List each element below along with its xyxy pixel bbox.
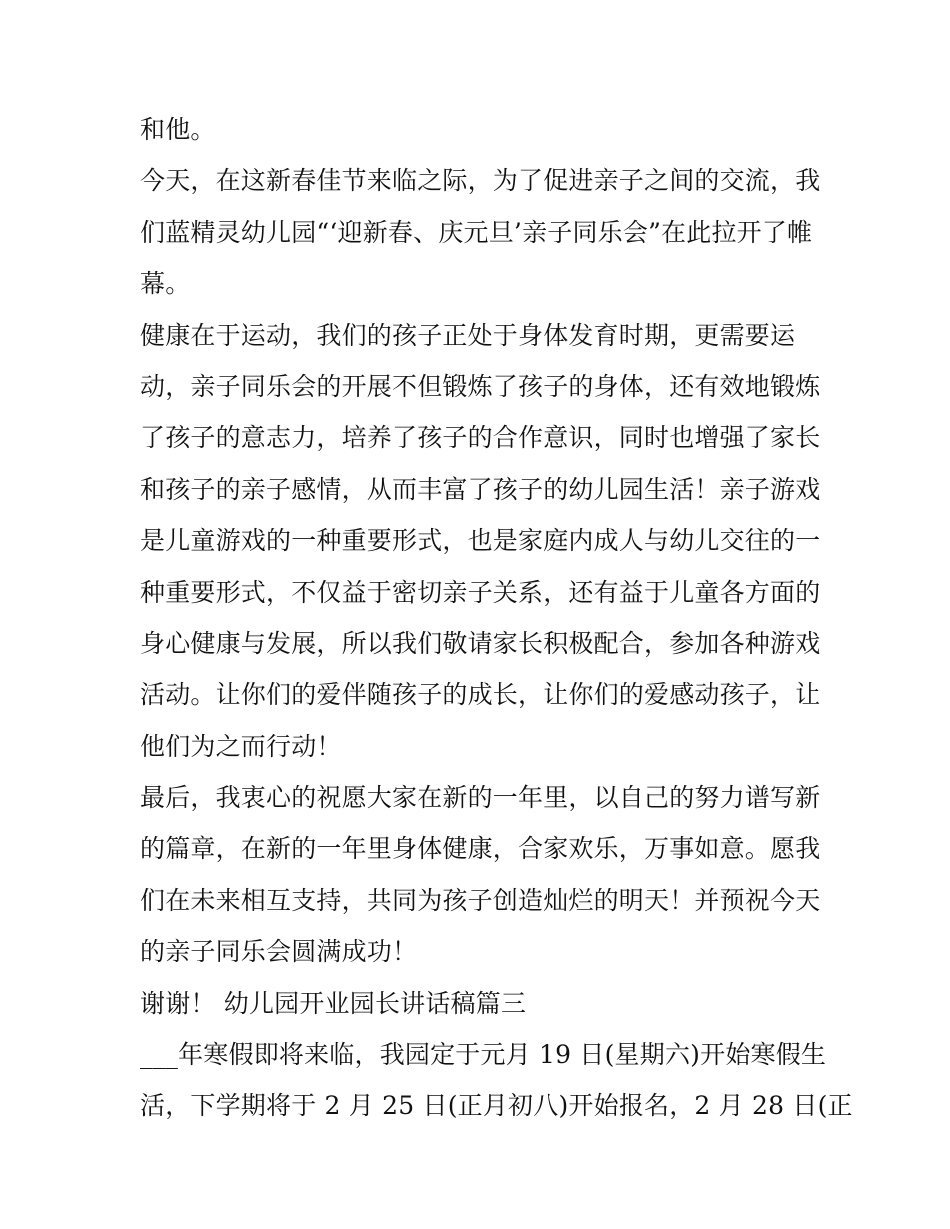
text-line: 健康在于运动，我们的孩子正处于身体发育时期，更需要运 (140, 320, 796, 350)
text-line: 身心健康与发展，所以我们敬请家长积极配合，参加各种游戏 (140, 628, 821, 658)
text-line: 的篇章，在新的一年里身体健康，合家欢乐，万事如意。愿我 (140, 834, 821, 864)
text-line: 种重要形式，不仅益于密切亲子关系，还有益于儿童各方面的 (140, 577, 821, 607)
text-line: 他们为之而行动！ (140, 731, 342, 761)
text-line: ___年寒假即将来临，我园定于元月 19 日(星期六)开始寒假生 (140, 1040, 827, 1070)
text-line: 的亲子同乐会圆满成功！ (140, 937, 418, 967)
text-line: 和他。 (140, 115, 216, 144)
text-line: 幕。 (140, 269, 191, 299)
text-line: 动，亲子同乐会的开展不但锻炼了孩子的身体，还有效地锻炼 (140, 371, 821, 401)
text-line: 了孩子的意志力，培养了孩子的合作意识，同时也增强了家长 (140, 423, 821, 453)
text-line: 最后，我衷心的祝愿大家在新的一年里，以自己的努力谱写新 (140, 783, 821, 813)
text-line: 今天，在这新春佳节来临之际，为了促进亲子之间的交流，我 (140, 166, 821, 196)
text-line: 活动。让你们的爱伴随孩子的成长，让你们的爱感动孩子，让 (140, 680, 821, 710)
text-line: 活，下学期将于 2 月 25 日(正月初八)开始报名，2 月 28 日(正 (140, 1091, 853, 1121)
text-line: 是儿童游戏的一种重要形式，也是家庭内成人与幼儿交往的一 (140, 526, 821, 556)
text-line: 们蓝精灵幼儿园“‘迎新春、庆元旦’亲子同乐会”在此拉开了帷 (140, 217, 813, 247)
document-body (140, 104, 853, 1132)
text-line: 们在未来相互支持，共同为孩子创造灿烂的明天！并预祝今天 (140, 885, 821, 915)
text-line: 和孩子的亲子感情，从而丰富了孩子的幼儿园生活！亲子游戏 (140, 474, 821, 504)
section-heading-line: 谢谢！ 幼儿园开业园长讲话稿篇三 (140, 988, 527, 1018)
